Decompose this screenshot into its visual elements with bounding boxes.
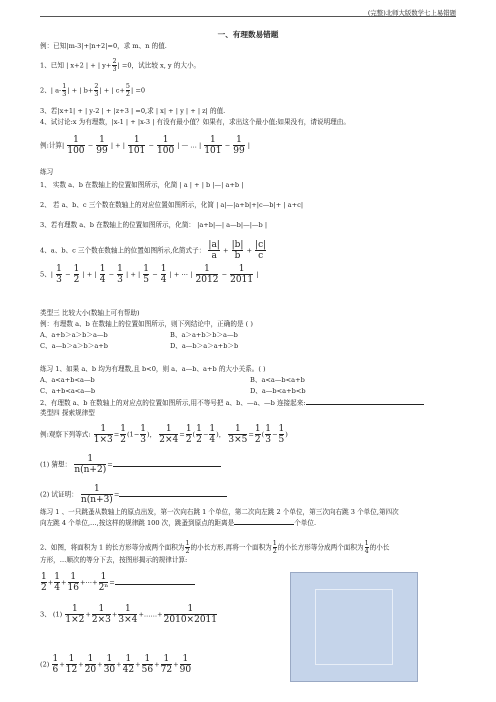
question-4: 4、试讨论:x 为有理数，|x-1 | + |x-3 | 有没有最小值？如果有，求出这个最小值;如果没有，请说明理由。 bbox=[40, 118, 350, 126]
type4-heading: 类型四 探索规律型 bbox=[40, 409, 95, 417]
ex1-option-b: B、a<a—b<a+b bbox=[250, 376, 305, 384]
option-c: C、a—b＞a＞b＞a+b bbox=[40, 342, 108, 350]
type3-example: 例：有理数 a、b 在数轴上的位置如图所示，则下列结论中，正确的是 ( ) bbox=[40, 320, 253, 328]
type3-exercise-1: 练习 1、如果 a、b 均为有理数,且 b<0，则 a、a—b、a+b 的大小关系。( ) bbox=[40, 365, 266, 373]
calc-example: 例:计算| $\frac{1}{100}$ − $\frac{1}{99}$ | + | $\frac{1}{101}$ − $\frac{1}{100}$ | — … | $\frac{1}{101}$ − $\frac{1}{99}$ | bbox=[40, 135, 251, 156]
question-3-part2: (2) $\frac{1}{6}$ + $\frac{1}{12}$ + $\frac{1}{20}$ + $\frac{1}{30}$ + $\frac{1}{42}$ + $\frac{1}{56}$ + $\frac{1}{72}$ + $\frac{1}{90}$ bbox=[40, 654, 192, 675]
type3-exercise-2: 2、有理数 a、b 在数轴上的对应点的位置如图所示,用不等号把 a、b、—a、—b 连接起来: bbox=[40, 398, 424, 407]
rectangle-figure bbox=[290, 572, 418, 682]
type4-exercise-2: 2、如图，将面积为 1 的长方形等分成两个面积为 $\frac{1}{2}$ 的小长方形,再将一个面积为 $\frac{1}{2}$ 的小长方形等分成两个面积为 $\frac{1}{4}$ 的小长 bbox=[40, 539, 390, 555]
halving-sum: $\frac{1}{2}$ + $\frac{1}{4}$ + $\frac{1}{16}$ +⋯+ $\frac{1}{\text{2ⁿ}}$ = bbox=[40, 572, 195, 593]
type3-heading: 类型三 比较大小(数轴上可有帮助) bbox=[40, 309, 140, 317]
type4-exercise-1-line1: 练习 1 、一只跳蚤从数轴上的原点出发，第一次向右跳 1 个单位，第二次向左跳 2 个单位，第三次向右跳 3 个单位,第四次 bbox=[40, 508, 399, 516]
ex1-option-d: D、a—b<a+b<b bbox=[250, 387, 306, 395]
practice-5: 5、| $\frac{1}{3}$ − $\frac{1}{2}$ | + | $\frac{1}{4}$ − $\frac{1}{3}$ | + | $\frac{1}{5}$ − $\frac{1}{4}$ | + ⋯ | $\frac{1}{2012}$ − $\frac{1}{2011}$ | bbox=[40, 264, 259, 285]
practice-1: 1、 实数 a、b 在数轴上的位置如图所示，化简 | a | + | b |—| a+b | bbox=[40, 181, 244, 189]
rectangle-inner-frame bbox=[315, 589, 393, 665]
example-intro: 例：已知|m-3|+|n+2|=0，求 m、n 的值. bbox=[40, 42, 167, 50]
question-2: 2、| a- $\frac{1}{3}$ | + | b+ $\frac{2}{3}$ | + | c+ $\frac{5}{2}$ | =0 bbox=[40, 82, 146, 98]
type4-exercise-1-line2: 向左跳 4 个单位,…,按这样的规律跳 100 次，跳蚤到原点的距离是 个单位. bbox=[40, 519, 317, 527]
question-1: 1、已知 | x+2 | + | y+ $\frac{2}{3}$ | =0，试比较 x, y 的大小。 bbox=[40, 57, 201, 73]
ex1-option-a: A、a<a+b<a—b bbox=[40, 376, 95, 384]
proof-line: (2) 试证明： $\frac{1}{n(n+3)}$ = bbox=[40, 484, 227, 505]
header-rule bbox=[40, 16, 456, 17]
ex1-option-c: C、a+b<a<a—b bbox=[40, 387, 96, 395]
section-title: 一、有理数易错题 bbox=[217, 30, 279, 39]
running-header: (完整)北师大版数学七上易错题 bbox=[367, 9, 456, 17]
practice-2: 2、 若 a、b、c 三个数在数轴上的对应位置如图所示，化简 | a|—|a+b|+|c—b|+ | a+c| bbox=[40, 201, 304, 209]
observe-equations: 例:观察下列等式: $\frac{1}{1\times 3}$ = $\frac{1}{2}$ (1− $\frac{1}{3}$ )， $\frac{1}{2\times 4}$ = $\frac{1}{2}$ ( $\frac{1}{2}$ − $\frac{1}{4}$ )， $\frac{1}{3\times 5}$ = $\frac{1}{2}$ ( $\frac{1}{3}$ − $\frac{1}{5}$ ) bbox=[40, 424, 288, 445]
practice-label: 练习 bbox=[40, 168, 54, 176]
practice-3: 3、若有理数 a、b 在数轴上的位置如图所示，化简： |a+b|—| a—b|—|—b | bbox=[40, 221, 268, 229]
option-b: B、a＞a+b＞b＞a—b bbox=[170, 331, 238, 339]
question-3: 3、若|x+1| + | y-2 | + |z+3 | =0,求 | x| + | y | + | z| 的值. bbox=[40, 107, 226, 115]
practice-4: 4、a、b、c 三个数在数轴上的位置如图所示,化简式子： $\frac{|a|}{a}$ + $\frac{|b|}{b}$ + $\frac{|c|}{c}$ bbox=[40, 240, 267, 261]
option-d: D、a—b＞a＞a+b＞b bbox=[170, 342, 239, 350]
type4-exercise-2-line2: 方形，…顺次的等分下去，按图形揭示的规律计算: bbox=[40, 556, 188, 564]
option-a: A、a+b＞a＞b＞a—b bbox=[40, 331, 108, 339]
guess-line: (1) 猜想： $\frac{1}{n(n+2)}$ = bbox=[40, 454, 221, 475]
question-3-part1: 3、 (1) $\frac{1}{1\times 2}$ + $\frac{1}{2\times 3}$ + $\frac{1}{3\times 4}$ +……+ $\frac{1}{2010\times 2011}$ bbox=[40, 604, 218, 625]
